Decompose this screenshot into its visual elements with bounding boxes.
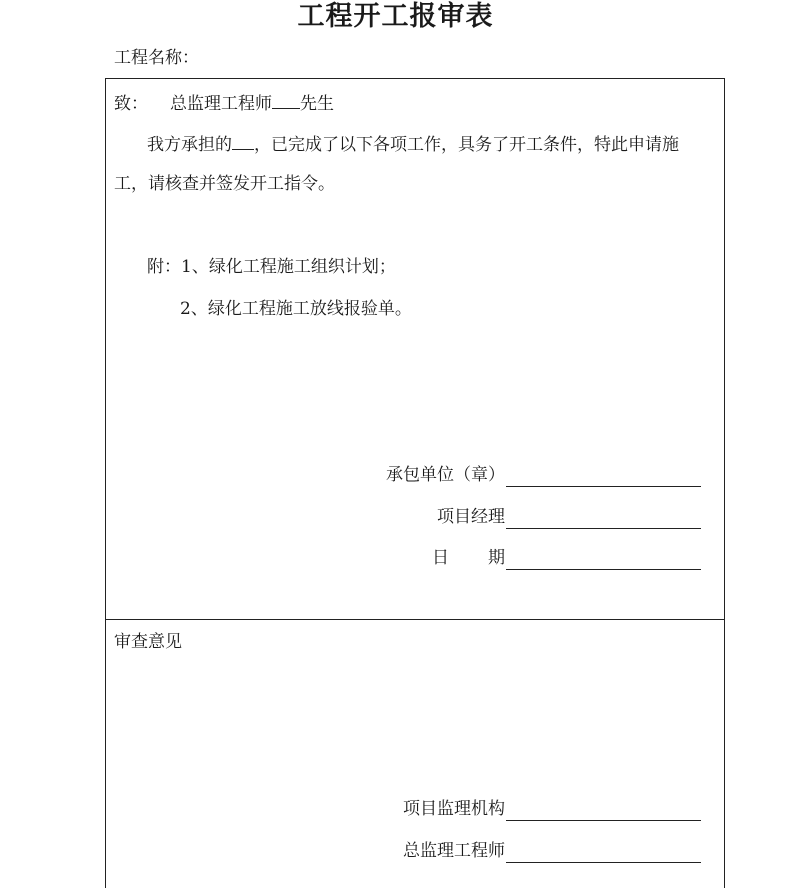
- form-title: 工程开工报审表: [297, 1, 494, 32]
- date-label-2: 期: [488, 548, 505, 568]
- date-line: [506, 549, 701, 570]
- application-body-line-2: 工，请核查并签发开工指令。: [114, 174, 335, 194]
- contractor-signature-line: [506, 466, 701, 487]
- attachments-prefix: 附：: [147, 257, 181, 277]
- chief-engineer-signature-line: [506, 842, 701, 863]
- attachment-1: [147, 255, 396, 279]
- sign-row-supervision-org: [403, 797, 701, 821]
- contractor-label: 承包单位（章）: [386, 465, 505, 485]
- addressee-suffix: 先生: [300, 94, 334, 114]
- project-name-label: 工程名称：: [114, 48, 199, 68]
- addressee-blank: [272, 89, 300, 109]
- attachment-1-text: 1、绿化工程施工组织计划；: [181, 257, 396, 277]
- project-blank: [232, 130, 254, 150]
- sign-row-contractor: [386, 463, 701, 487]
- supervision-org-label: 项目监理机构: [403, 799, 505, 819]
- chief-engineer-label: 总监理工程师: [403, 841, 505, 861]
- body-text-part-1: 我方承担的: [147, 135, 232, 155]
- attachment-2: 2、绿化工程施工放线报验单。: [180, 299, 412, 319]
- manager-label: 项目经理: [437, 507, 505, 527]
- addressee-line: [114, 89, 334, 116]
- application-body-line-1: [147, 130, 679, 157]
- review-opinion-label: 审查意见: [114, 632, 182, 652]
- manager-signature-line: [506, 508, 701, 529]
- sign-row-chief-engineer: [403, 839, 701, 863]
- addressee-prefix: 致：: [114, 94, 148, 114]
- body-text-part-2: ，已完成了以下各项工作，具务了开工条件，特此申请施: [254, 135, 679, 155]
- sign-row-date: [432, 546, 701, 570]
- addressee-name: 总监理工程师: [170, 94, 272, 114]
- section-divider: [105, 619, 725, 620]
- date-label-1: 日: [432, 548, 449, 568]
- sign-row-manager: [437, 505, 701, 529]
- supervision-org-signature-line: [506, 800, 701, 821]
